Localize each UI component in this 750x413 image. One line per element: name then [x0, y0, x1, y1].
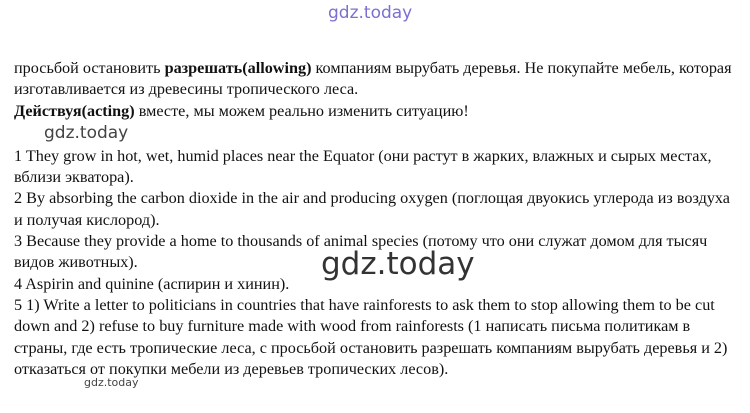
watermark-large: gdz.today — [321, 246, 475, 282]
intro-bold-acting: Действуя(acting) — [14, 101, 135, 120]
answer-2: 2 By absorbing the carbon dioxide in the air and producing oxygen (поглощая двуокись углерода из воздуха и получая кислород). — [14, 189, 730, 229]
document-body — [14, 58, 736, 380]
intro-paragraph-2 — [14, 101, 736, 122]
watermark-bottom: gdz.today — [84, 376, 139, 389]
intro-text-1a: просьбой остановить — [14, 59, 165, 77]
answer-4: 4 Aspirin and quinine (аспирин и хинин). — [14, 274, 290, 293]
answer-5: 5 1) Write a letter to politicians in countries that have rainforests to ask them to stop allowing them to be cut down and 2) refuse to buy furniture made with wood from rainforests (1 написать письма политикам в страны, где есть тропические леса, с просьбой остановить разрешать компаниям вырубать деревья и 2) отказаться от покупки мебели из деревьев тропических лесов). — [14, 295, 728, 378]
answer-1: 1 They grow in hot, wet, humid places near the Equator (они растут в жарких, влажных и сырых местах, вблизи экватора). — [14, 146, 712, 187]
intro-text-2b: вместе, мы можем реально изменить ситуацию! — [134, 101, 469, 120]
answer-3: 3 Because they provide a home to thousands of animal species (потому что они служат домом для тысяч видов животных). — [14, 232, 708, 272]
watermark-top: gdz.today — [328, 3, 413, 23]
watermark-mid: gdz.today — [44, 123, 129, 143]
intro-paragraph-1 — [14, 58, 736, 101]
intro-text-1b: компаниям вырубать деревья. Не покупайте мебель, которая изготавливается из древесины тропического леса. — [14, 59, 732, 99]
intro-bold-allowing: разрешать(allowing) — [164, 59, 312, 77]
